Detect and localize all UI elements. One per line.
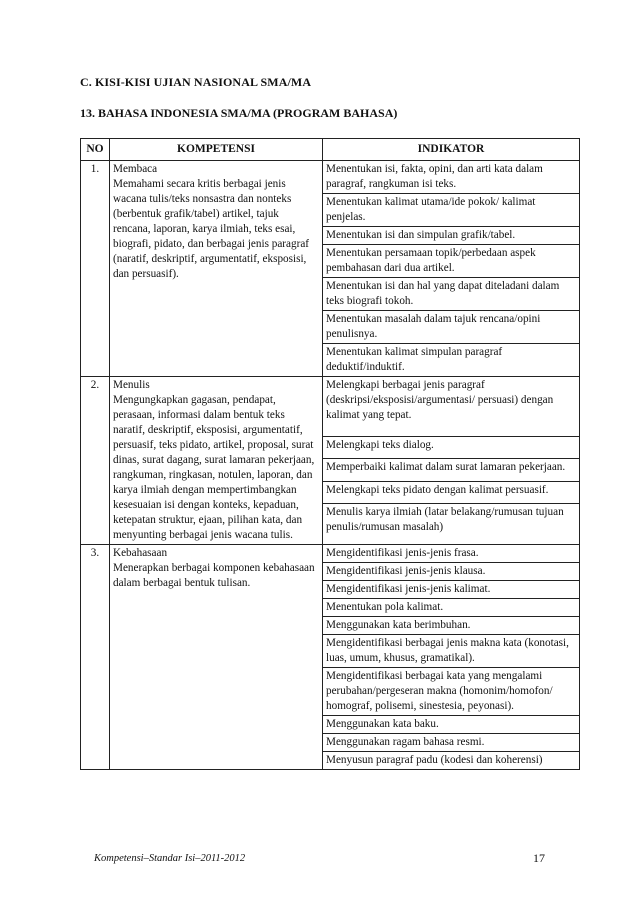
row-number: 3. <box>81 545 110 770</box>
indikator-cell: Menentukan kalimat utama/ide pokok/ kalimat penjelas. <box>323 194 580 227</box>
table-row <box>81 545 580 563</box>
indikator-cell: Menggunakan ragam bahasa resmi. <box>323 734 580 752</box>
table-row <box>81 161 580 194</box>
indikator-cell: Melengkapi berbagai jenis paragraf (deskripsi/eksposisi/argumentasi/ persuasi) dengan kalimat yang tepat. <box>323 377 580 437</box>
kompetensi-description: Menerapkan berbagai komponen kebahasaan dalam berbagai bentuk tulisan. <box>113 562 315 589</box>
kompetensi-cell <box>110 161 323 377</box>
footer-source: Kompetensi–Standar Isi–2011-2012 <box>94 853 246 864</box>
kompetensi-title: Kebahasaan <box>113 547 168 559</box>
header-no: NO <box>81 139 110 161</box>
indikator-cell: Mengidentifikasi berbagai kata yang mengalami perubahan/pergeseran makna (homonim/homofon/ homograf, polisemi, sinestesia, peyonasi). <box>323 668 580 716</box>
row-number: 2. <box>81 377 110 545</box>
kisi-kisi-table <box>80 138 580 770</box>
indikator-cell: Melengkapi teks dialog. <box>323 436 580 458</box>
indikator-cell: Memperbaiki kalimat dalam surat lamaran pekerjaan. <box>323 459 580 481</box>
table-body <box>81 161 580 770</box>
kompetensi-description: Memahami secara kritis berbagai jenis wacana tulis/teks nonsastra dan nonteks (berbentuk grafik/tabel) artikel, tajuk rencana, laporan, karya ilmiah, teks esai, biografi, pidato, dan berbagai jenis paragraf (naratif, deskriptif, argumentatif, eksposisi, dan persuasif). <box>113 178 310 280</box>
indikator-cell: Menentukan persamaan topik/perbedaan aspek pembahasan dari dua artikel. <box>323 245 580 278</box>
kompetensi-cell <box>110 545 323 770</box>
indikator-cell: Mengidentifikasi berbagai jenis makna kata (konotasi, luas, umum, khusus, gramatikal). <box>323 635 580 668</box>
indikator-cell: Menentukan isi dan hal yang dapat diteladani dalam teks biografi tokoh. <box>323 278 580 311</box>
indikator-cell: Menentukan kalimat simpulan paragraf deduktif/induktif. <box>323 344 580 377</box>
kompetensi-description: Mengungkapkan gagasan, pendapat, perasaan, informasi dalam bentuk teks naratif, deskriptif, eksposisi, argumentatif, persuasif, teks pidato, artikel, proposal, surat dinas, surat dagang, surat lamaran pekerjaan, rangkuman, ringkasan, notulen, laporan, dan karya ilmiah dengan mempertimbangkan kesesuaian isi dengan konteks, kepaduan, ketepatan struktur, ejaan, pilihan kata, dan menyunting berbagai jenis wacana tulis. <box>113 394 315 541</box>
indikator-cell: Menyusun paragraf padu (kodesi dan koherensi) <box>323 752 580 770</box>
indikator-cell: Menggunakan kata baku. <box>323 716 580 734</box>
page-number: 17 <box>533 851 545 865</box>
subject-heading: 13. BAHASA INDONESIA SMA/MA (PROGRAM BAHASA) <box>80 106 398 120</box>
table-header-row <box>81 139 580 161</box>
row-number: 1. <box>81 161 110 377</box>
indikator-cell: Mengidentifikasi jenis-jenis klausa. <box>323 563 580 581</box>
indikator-cell: Melengkapi teks pidato dengan kalimat persuasif. <box>323 481 580 503</box>
section-heading: C. KISI-KISI UJIAN NASIONAL SMA/MA <box>80 75 312 89</box>
indikator-cell: Menggunakan kata berimbuhan. <box>323 617 580 635</box>
indikator-cell: Menulis karya ilmiah (latar belakang/rumusan tujuan penulis/rumusan masalah) <box>323 503 580 544</box>
header-kompetensi: KOMPETENSI <box>110 139 323 161</box>
kompetensi-title: Menulis <box>113 379 150 391</box>
table-row <box>81 377 580 437</box>
indikator-cell: Mengidentifikasi jenis-jenis frasa. <box>323 545 580 563</box>
kompetensi-cell <box>110 377 323 545</box>
kompetensi-title: Membaca <box>113 163 158 175</box>
indikator-cell: Menentukan pola kalimat. <box>323 599 580 617</box>
indikator-cell: Menentukan isi, fakta, opini, dan arti kata dalam paragraf, rangkuman isi teks. <box>323 161 580 194</box>
indikator-cell: Mengidentifikasi jenis-jenis kalimat. <box>323 581 580 599</box>
indikator-cell: Menentukan isi dan simpulan grafik/tabel. <box>323 227 580 245</box>
indikator-cell: Menentukan masalah dalam tajuk rencana/opini penulisnya. <box>323 311 580 344</box>
header-indikator: INDIKATOR <box>323 139 580 161</box>
